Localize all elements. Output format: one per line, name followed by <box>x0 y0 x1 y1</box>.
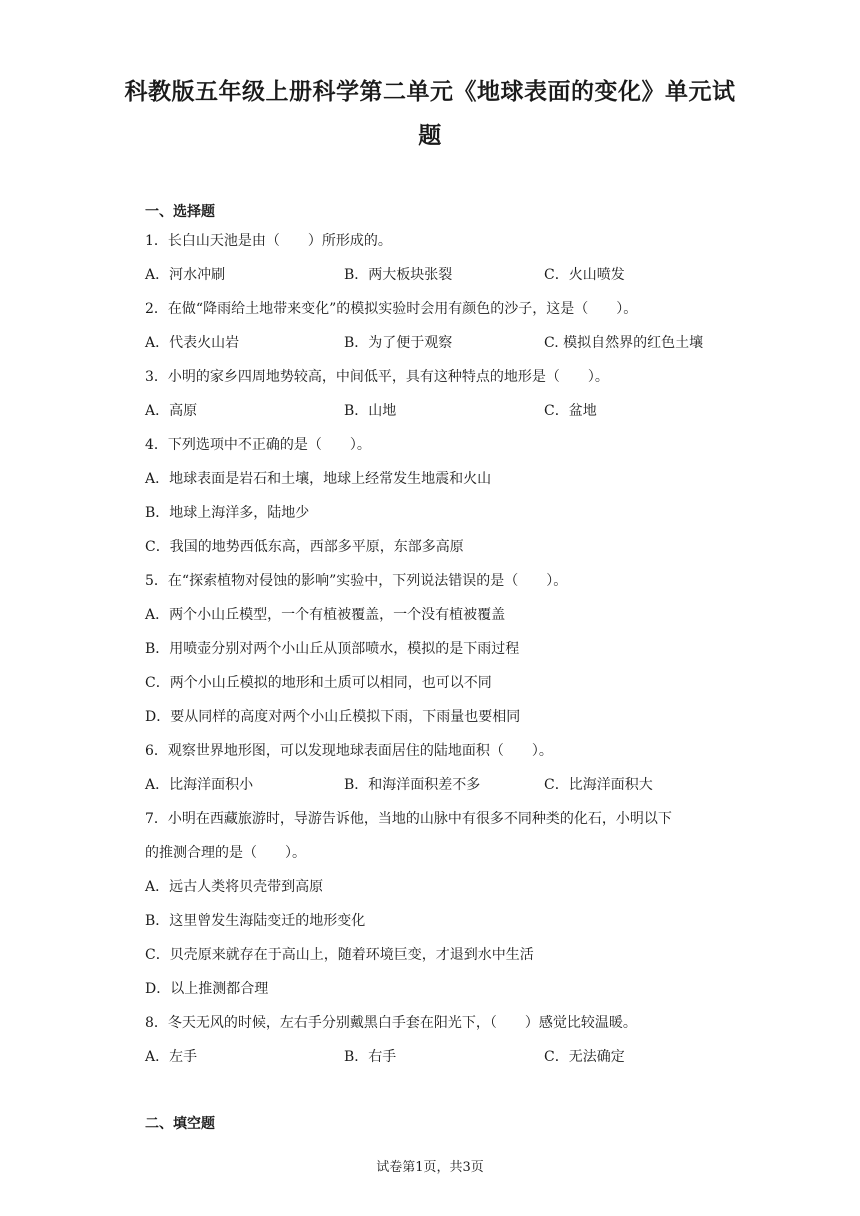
options-row <box>145 330 725 364</box>
option-a: A．高原 <box>145 403 198 419</box>
question-stem: 4．下列选项中不正确的是（ ）。 <box>145 437 371 453</box>
option-c: C．比海洋面积大 <box>544 777 653 793</box>
option-b: B．两大板块张裂 <box>344 267 453 283</box>
option-d: D．以上推测都合理 <box>145 981 269 997</box>
page-footer: 试卷第1页，共3页 <box>376 1160 484 1175</box>
option-d: D．要从同样的高度对两个小山丘模拟下雨，下雨量也要相同 <box>145 709 521 725</box>
question-stem: 6．观察世界地形图，可以发现地球表面居住的陆地面积（ ）。 <box>145 743 553 759</box>
options-row <box>145 772 725 806</box>
options-row <box>145 262 725 296</box>
option-c: C．贝壳原来就存在于高山上，随着环境巨变，才退到水中生活 <box>145 947 534 963</box>
option-a: A．河水冲刷 <box>145 267 226 283</box>
choice-questions <box>145 228 725 1078</box>
option-b: B．用喷壶分别对两个小山丘从顶部喷水，模拟的是下雨过程 <box>145 641 520 657</box>
option-a: A．远古人类将贝壳带到高原 <box>145 879 324 895</box>
option-a: A．地球表面是岩石和土壤，地球上经常发生地震和火山 <box>145 471 492 487</box>
question-stem: 8．冬天无风的时候，左右手分别戴黑白手套在阳光下，（ ）感觉比较温暖。 <box>145 1015 637 1031</box>
question-stem: 5．在“探索植物对侵蚀的影响”实验中，下列说法错误的是（ ）。 <box>145 573 568 589</box>
option-c: C. 模拟自然界的红色土壤 <box>544 335 704 351</box>
option-a: A．两个小山丘模型，一个有植被覆盖，一个没有植被覆盖 <box>145 607 506 623</box>
exam-title-line-2: 题 <box>418 122 442 149</box>
option-c: C．无法确定 <box>544 1049 625 1065</box>
exam-title-line-1: 科教版五年级上册科学第二单元《地球表面的变化》单元试 <box>124 78 736 105</box>
option-c: C．火山喷发 <box>544 267 625 283</box>
option-c: C．我国的地势西低东高，西部多平原，东部多高原 <box>145 539 464 555</box>
section-heading-choice: 一、选择题 <box>145 204 215 220</box>
options-row <box>145 398 725 432</box>
question-stem: 3．小明的家乡四周地势较高，中间低平，具有这种特点的地形是（ ）。 <box>145 369 609 385</box>
question-stem: 7．小明在西藏旅游时，导游告诉他，当地的山脉中有很多不同种类的化石，小明以下 <box>145 811 672 827</box>
question-stem: 1．长白山天池是由（ ）所形成的。 <box>145 233 392 249</box>
option-b: B．山地 <box>344 403 397 419</box>
option-a: A．比海洋面积小 <box>145 777 254 793</box>
option-a: A．代表火山岩 <box>145 335 240 351</box>
option-b: B．地球上海洋多，陆地少 <box>145 505 310 521</box>
exam-title <box>120 70 740 158</box>
option-b: B．和海洋面积差不多 <box>344 777 481 793</box>
options-row <box>145 1044 725 1078</box>
option-b: B．这里曾发生海陆变迁的地形变化 <box>145 913 366 929</box>
option-a: A．左手 <box>145 1049 198 1065</box>
option-b: B．为了便于观察 <box>344 335 453 351</box>
option-c: C．盆地 <box>544 403 597 419</box>
option-c: C．两个小山丘模拟的地形和土质可以相同，也可以不同 <box>145 675 492 691</box>
question-stem-continued: 的推测合理的是（ ）。 <box>145 845 306 861</box>
section-heading-fill-blank: 二、填空题 <box>145 1116 215 1132</box>
option-b: B．右手 <box>344 1049 397 1065</box>
question-stem: 2．在做“降雨给土地带来变化”的模拟实验时会用有颜色的沙子，这是（ ）。 <box>145 301 638 317</box>
